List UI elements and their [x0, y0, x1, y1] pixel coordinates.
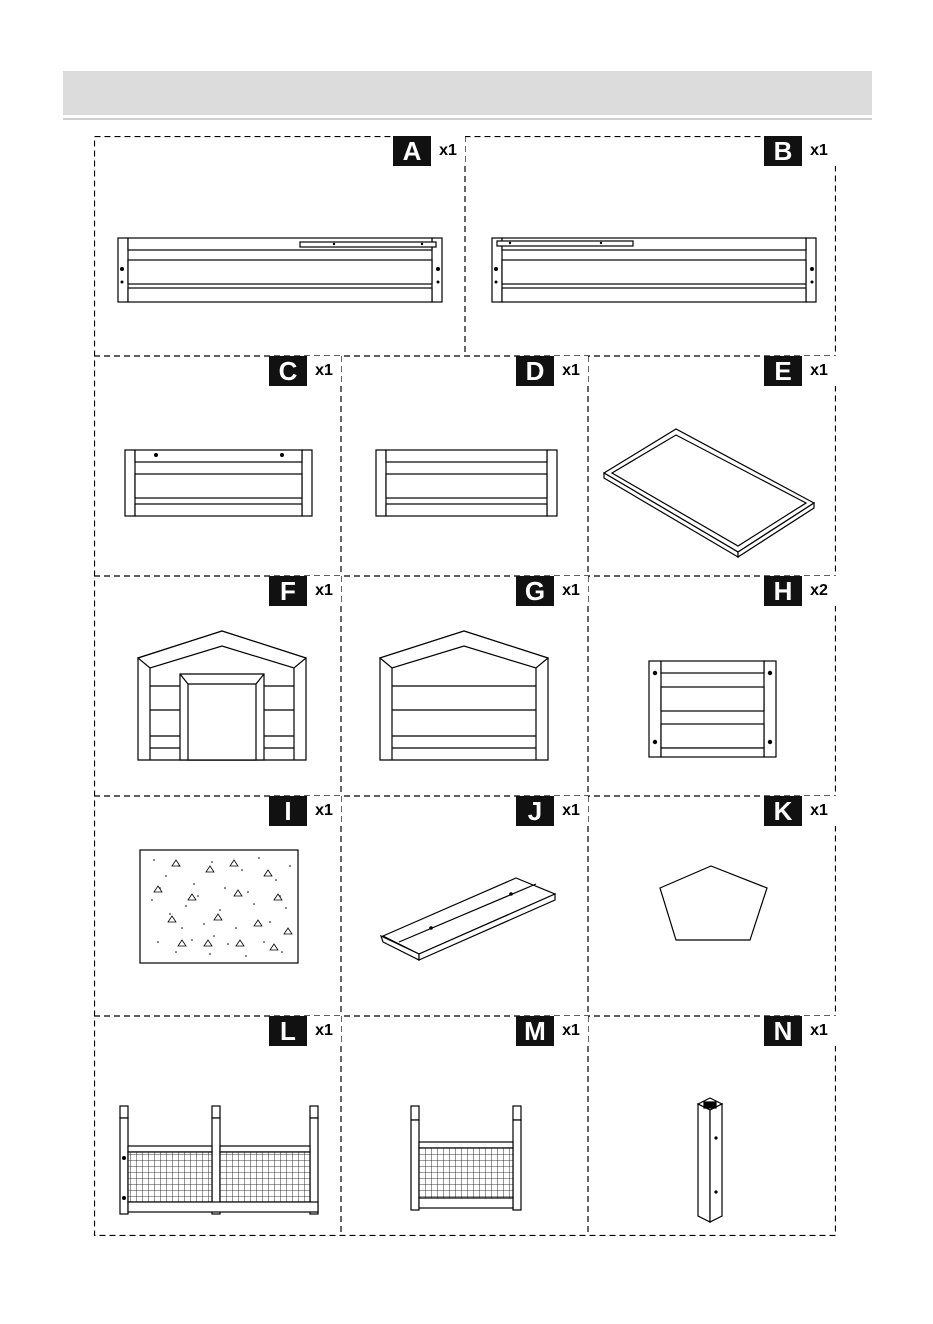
part-quantity: x1 — [554, 796, 588, 826]
part-letter: A — [393, 136, 431, 166]
part-letter: N — [764, 1016, 802, 1046]
part-letter: G — [516, 576, 554, 606]
part-quantity: x1 — [802, 356, 836, 386]
side-panel-a-drawing — [94, 136, 465, 356]
part-quantity: x1 — [554, 1016, 588, 1046]
part-cell-i — [94, 796, 341, 1016]
part-quantity: x1 — [802, 136, 836, 166]
side-panel-b-drawing — [465, 136, 836, 356]
part-cell-a — [94, 136, 465, 356]
pentagon-insert-drawing — [588, 796, 836, 1016]
part-letter: H — [764, 576, 802, 606]
part-letter: B — [764, 136, 802, 166]
mesh-panel-small-drawing — [341, 1016, 588, 1236]
header-rule — [63, 118, 872, 120]
part-cell-k — [588, 796, 836, 1016]
floor-tray-drawing — [588, 356, 836, 576]
part-quantity: x1 — [307, 576, 341, 606]
part-letter: K — [764, 796, 802, 826]
parts-sheet — [94, 136, 836, 1236]
part-quantity: x1 — [307, 1016, 341, 1046]
part-cell-j — [341, 796, 588, 1016]
part-cell-e — [588, 356, 836, 576]
part-cell-d — [341, 356, 588, 576]
part-letter: E — [764, 356, 802, 386]
part-cell-h — [588, 576, 836, 796]
part-letter: C — [269, 356, 307, 386]
front-panel-door-drawing — [94, 576, 341, 796]
textured-board-drawing — [94, 796, 341, 1016]
part-cell-m — [341, 1016, 588, 1236]
corner-post-drawing — [588, 1016, 836, 1236]
part-quantity: x1 — [802, 796, 836, 826]
part-cell-g — [341, 576, 588, 796]
part-quantity: x1 — [307, 796, 341, 826]
part-cell-f — [94, 576, 341, 796]
part-letter: D — [516, 356, 554, 386]
end-panel-drawing — [588, 576, 836, 796]
mesh-panel-large-drawing — [94, 1016, 341, 1236]
part-cell-b — [465, 136, 836, 356]
side-panel-d-drawing — [341, 356, 588, 576]
part-cell-c — [94, 356, 341, 576]
part-quantity: x2 — [802, 576, 836, 606]
part-quantity: x1 — [307, 356, 341, 386]
part-quantity: x1 — [431, 136, 465, 166]
part-letter: L — [269, 1016, 307, 1046]
side-panel-c-drawing — [94, 356, 341, 576]
part-letter: F — [269, 576, 307, 606]
part-cell-l — [94, 1016, 341, 1236]
part-quantity: x1 — [802, 1016, 836, 1046]
part-letter: I — [269, 796, 307, 826]
back-panel-drawing — [341, 576, 588, 796]
roof-ridge-drawing — [341, 796, 588, 1016]
header-bar — [63, 71, 872, 115]
part-cell-n — [588, 1016, 836, 1236]
part-quantity: x1 — [554, 356, 588, 386]
part-letter: M — [516, 1016, 554, 1046]
part-quantity: x1 — [554, 576, 588, 606]
part-letter: J — [516, 796, 554, 826]
